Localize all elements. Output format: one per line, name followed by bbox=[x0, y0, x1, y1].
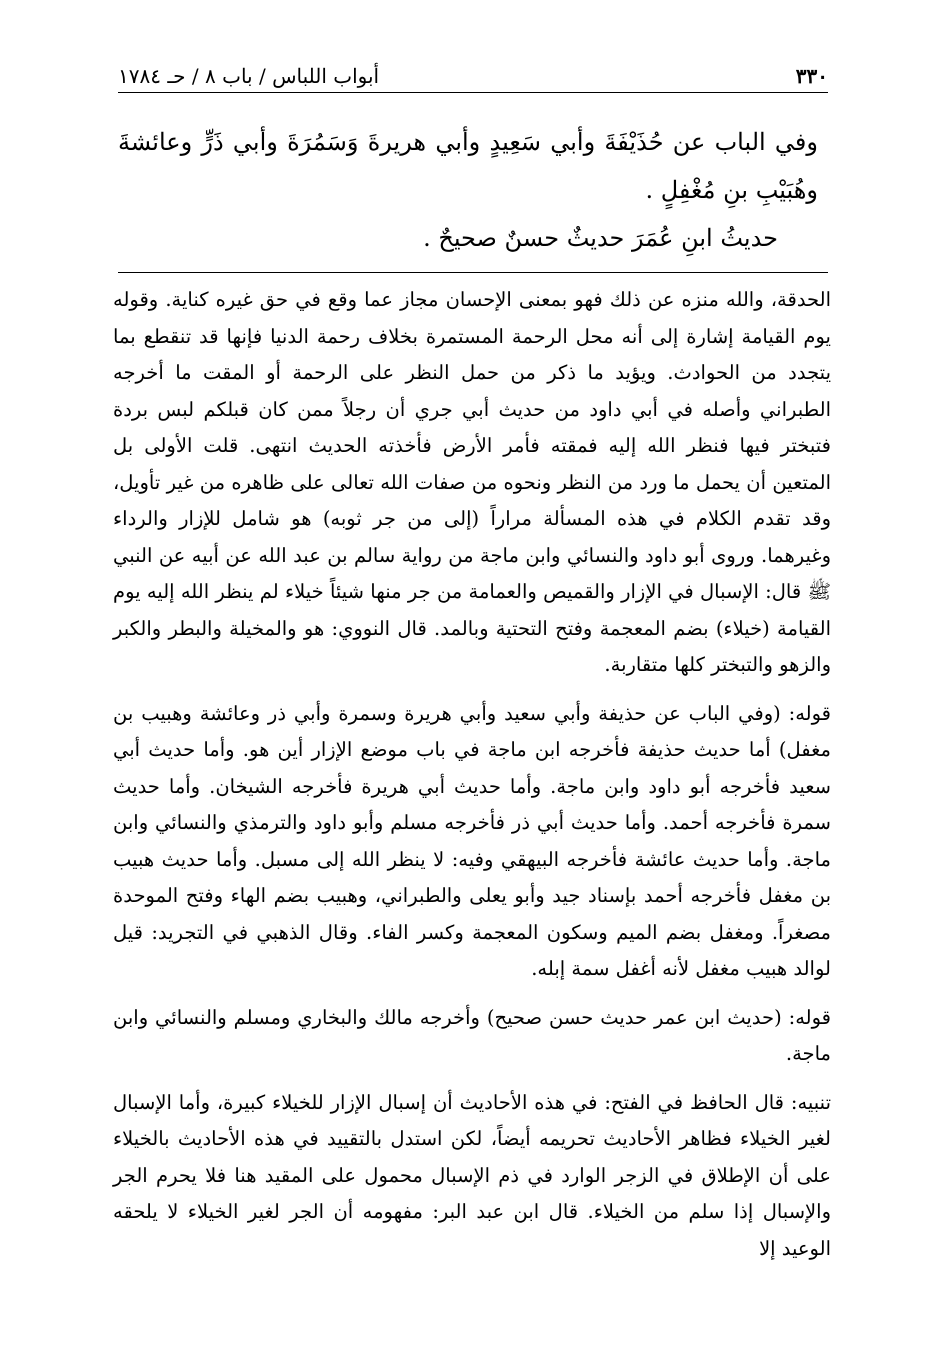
matn-line-grading: حديثُ ابنِ عُمَرَ حديثٌ حسنٌ صحيحٌ . bbox=[423, 224, 778, 252]
page-number: ٣٣٠ bbox=[795, 64, 828, 88]
commentary-paragraph-4: تنبيه: قال الحافظ في الفتح: في هذه الأحاديث أن إسبال الإزار للخيلاء كبيرة، وأما الإسبال لغير الخيلاء فظاهر الأحاديث تحريمه أيضاً، لكن استدل بالتقييد في هذه الأحاديث بالخيلاء على أن الإطلاق في الزجر الوارد في ذم الإسبال محمول على المقيد هنا فلا يحرم الجر والإسبال إذا سلم من الخيلاء. قال ابن عبد البر: مفهومه أن الجر لغير الخيلاء لا يلحقه الوعيد إلا bbox=[113, 1090, 831, 1260]
commentary-paragraph-2: قوله: (وفي الباب عن حذيفة وأبي سعيد وأبي هريرة وسمرة وأبي ذر وعائشة وهبيب بن مغفل) أما حديث حذيفة فأخرجه ابن ماجة في باب موضع الإزار أين هو. وأما حديث أبي سعيد فأخرجه أبو داود وابن ماجة. وأما حديث أبي هريرة فأخرجه الشيخان. وأما حديث سمرة فأخرجه أحمد. وأما حديث أبي ذر فأخرجه مسلم وأبو داود والترمذي والنسائي وابن ماجة. وأما حديث عائشة فأخرجه البيهقي وفيه: لا ينظر الله إلى مسبل. وأما حديث هبيب بن مغفل فأخرجه أحمد بإسناد جيد وأبو يعلى والطبراني، وهبيب بضم الهاء وفتح الموحدة مصغراً. ومغفل بضم الميم وسكون المعجمة وكسر الفاء. وقال الذهبي في التجريد: قيل لوالد هبيب مغفل لأنه أغفل سمة إبله. bbox=[113, 701, 831, 980]
running-title: أبواب اللباس / باب ٨ / حـ ١٧٨٤ bbox=[118, 64, 380, 88]
header-rule bbox=[118, 92, 828, 93]
footnote-separator bbox=[118, 272, 828, 273]
commentary-paragraph-1: الحدقة، والله منزه عن ذلك فهو بمعنى الإحسان مجاز عما وقع في حق غيره كناية. وقوله يوم القيامة إشارة إلى أنه محل الرحمة المستمرة بخلاف رحمة الدنيا فإنها قد تنقطع بما يتجدد من الحوادث. ويؤيد ما ذكر من حمل النظر على الرحمة أو المقت ما أخرجه الطبراني وأصله في أبي داود من حديث أبي جري أن رجلاً ممن كان قبلكم لبس بردة فتبختر فيها فنظر الله إليه فمقته فأمر الأرض فأخذته الحديث انتهى. قلت الأولى بل المتعين أن يحمل ما ورد من النظر ونحوه من صفات الله تعالى على ظاهره من غير تأويل، وقد تقدم الكلام في هذه المسألة مراراً (إلى من جر ثوبه) هو شامل للإزار والرداء وغيرهما. وروى أبو داود والنسائي وابن ماجة من رواية سالم بن عبد الله عن أبيه عن النبي ﷺ قال: الإسبال في الإزار والقميص والعمامة من جر منها شيئاً خيلاء لم ينظر الله إليه يوم القيامة (خيلاء) بضم المعجمة وفتح التحتية وبالمد. قال النووي: هو والمخيلة والبطر والكبر والزهو والتبختر كلها متقاربة. bbox=[113, 288, 831, 676]
page-header bbox=[118, 64, 828, 94]
commentary-paragraph-3: قوله: (حديث ابن عمر حديث حسن صحيح) وأخرجه مالك والبخاري ومسلم والنسائي وابن ماجة. bbox=[113, 1005, 831, 1065]
commentary-section bbox=[113, 282, 831, 1267]
hadith-text bbox=[118, 118, 818, 262]
matn-line-chapter: وفي الباب عن حُذَيْفَةَ وأبي سَعِيدٍ وأبي هريرةَ وَسَمُرَةَ وأبي ذَرٍّ وعائشةَ وهُبَيْبِ بنِ مُغْفِلٍ . bbox=[118, 128, 818, 204]
